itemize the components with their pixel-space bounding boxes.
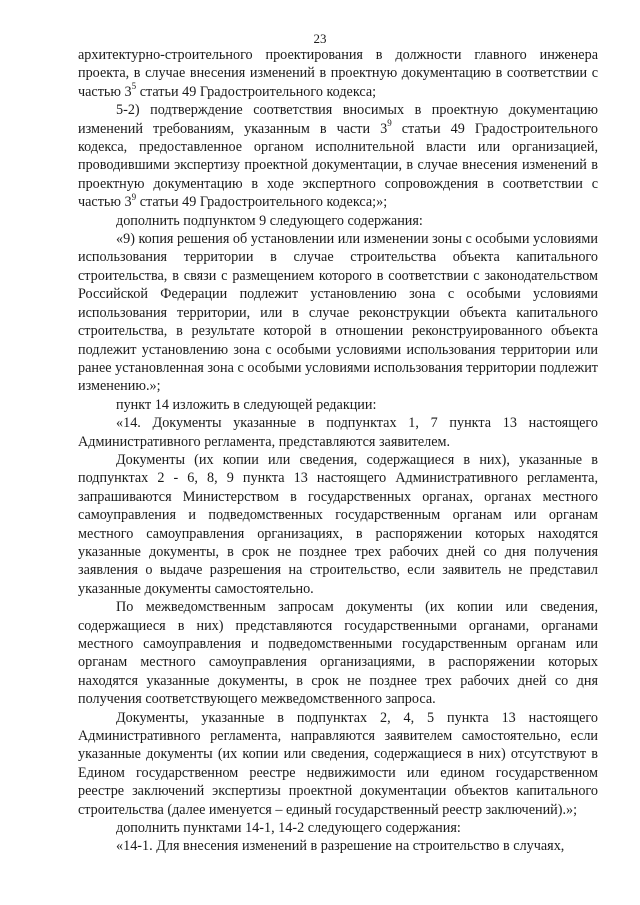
paragraph: «14. Документы указанные в подпунктах 1, 7 пункта 13 настоящего Административного регламента, представляются заявителем. (78, 415, 598, 450)
paragraph: архитектурно-строительного проектирования в должности главного инженера проекта, в случае внесения изменений в проектную документацию в соответствии с частью $3^5$ статьи 49 Градостроительного кодекса; (78, 47, 598, 100)
paragraph: дополнить пунктами 14-1, 14-2 следующего содержания: (116, 820, 461, 837)
paragraph: 5-2) подтверждение соответствия вносимых в проектную документацию изменений требованиям, указанным в части $3^9$ статьи 49 Градостроительного кодекса, предоставленное органом исполнительной власти или организацией, проводившими экспертизу проектной документации, в случае внесения изменений в проектную документацию в ходе экспертного сопровождения в соответствии с частью $3^9$ статьи 49 Градостроительного кодекса;»; (78, 102, 598, 211)
paragraph: дополнить подпунктом 9 следующего содержания: (116, 212, 423, 229)
document-body (78, 46, 598, 856)
superscript: 5 (131, 81, 137, 92)
page-number: 23 (313, 31, 327, 46)
paragraph: По межведомственным запросам документы (их копии или сведения, содержащиеся в них) представляются государственными органами, органами местного самоуправления и подведомственными государственным органам или органам местного самоуправления организациями, в распоряжении которых находятся указанные документы, в срок не позднее трех рабочих дней со дня получения соответствующего межведомственного запроса. (78, 599, 598, 708)
paragraph: Документы (их копии или сведения, содержащиеся в них), указанные в подпунктах 2 - 6, 8, 9 пункта 13 настоящего Административного регламента, запрашиваются Министерством в государственных органах, органах местного самоуправления и подведомственных государственным органам или органам местного самоуправления организациях, в распоряжении которых находятся указанные документы, в срок не позднее трех рабочих дней со дня получения заявления о выдаче разрешения на строительство, если заявитель не представил указанные документы самостоятельно. (78, 451, 598, 597)
paragraph: Документы, указанные в подпунктах 2, 4, 5 пункта 13 настоящего Административного регламента, направляются заявителем самостоятельно, если указанные документы (их копии или сведения, содержащиеся в них) отсутствуют в Едином государственном реестре недвижимости или едином государственном реестре заключений экспертизы проектной документации объектов капитального строительства (далее именуется – единый государственный реестр заключений).»; (78, 709, 598, 818)
paragraph: пункт 14 изложить в следующей редакции: (116, 396, 377, 413)
paragraph: «9) копия решения об установлении или изменении зоны с особыми условиями использования территории в случае строительства объекта капитального строительства, в связи с размещением которого в соответствии с законодательством Российской Федерации подлежит установлению зона с особыми условиями использования территории, или в случае реконструкции объекта капитального строительства, в результате которой в отношении реконструированного объекта подлежит установлению зона с особыми условиями использования территории или ранее установленная зона с особыми условиями использования территории подлежит изменению.»; (78, 231, 598, 395)
superscript: 9 (131, 191, 137, 202)
paragraph: «14-1. Для внесения изменений в разрешение на строительство в случаях, (116, 838, 565, 855)
superscript: 9 (387, 117, 392, 128)
